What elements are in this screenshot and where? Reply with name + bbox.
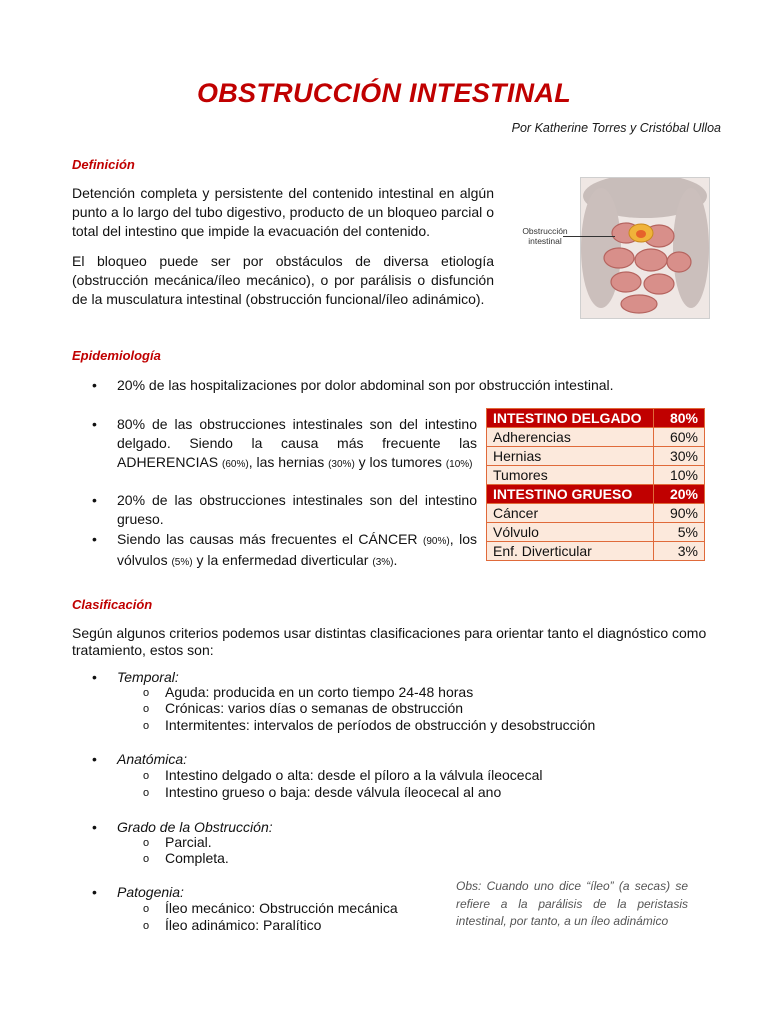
temporal-item: Crónicas: varios días o semanas de obstrucción: [165, 700, 464, 716]
temporal-item: Aguda: producida en un corto tiempo 24-48 horas: [165, 684, 474, 700]
sub-bullet-marker: o: [143, 720, 150, 732]
table-cell-label: INTESTINO DELGADO: [487, 409, 654, 428]
table-cell-label: INTESTINO GRUESO: [487, 485, 654, 504]
temporal-label: Temporal:: [117, 669, 179, 685]
bullet-marker: •: [92, 884, 97, 900]
table-row-header: [487, 409, 705, 428]
definicion-paragraph-1: Detención completa y persistente del contenido intestinal en algún punto a lo largo del tubo digestivo, producto de un bloqueo parcial o total del intestino que impide la evacuación del contenido.: [72, 185, 494, 239]
epidemiologia-bullet-3: 20% de las obstrucciones intestinales son del intestino grueso.: [117, 492, 477, 527]
table-cell-label: Tumores: [487, 466, 654, 485]
author-line: Por Katherine Torres y Cristóbal Ulloa: [511, 121, 721, 135]
section-heading-definicion: Definición: [72, 157, 135, 172]
sub-bullet-marker: o: [143, 837, 150, 849]
intestine-illustration: [580, 177, 710, 319]
table-row-header: [487, 485, 705, 504]
anatomica-item: Intestino grueso o baja: desde válvula íleocecal al ano: [165, 784, 502, 800]
table-cell-value: 80%: [654, 409, 705, 428]
bullet-marker: •: [92, 531, 97, 547]
table-cell-value: 60%: [654, 428, 705, 447]
table-row: [487, 504, 705, 523]
table-row: [487, 447, 705, 466]
observation-note: Obs: Cuando uno dice “íleo” (a secas) se refiere a la parálisis de la peristasis intestinal, por tanto, a un íleo adinámico: [456, 879, 688, 928]
section-heading-clasificacion: Clasificación: [72, 597, 153, 612]
section-heading-epidemiologia: Epidemiología: [72, 348, 161, 363]
sub-bullet-marker: o: [143, 770, 150, 782]
table-cell-label: Adherencias: [487, 428, 654, 447]
epidemiologia-bullet-2: [117, 415, 477, 474]
table-row: [487, 428, 705, 447]
temporal-item: Intermitentes: intervalos de períodos de obstrucción y desobstrucción: [165, 717, 596, 733]
percent-note: (30%): [328, 459, 355, 470]
anatomica-label: Anatómica:: [117, 751, 188, 767]
table-cell-label: Hernias: [487, 447, 654, 466]
bullet-marker: •: [92, 377, 97, 393]
epidemiologia-bullet-1: 20% de las hospitalizaciones por dolor abdominal son por obstrucción intestinal.: [117, 377, 614, 393]
definicion-paragraph-2: El bloqueo puede ser por obstáculos de diversa etiología (obstrucción mecánica/íleo mecánico), o por parálisis o disfunción de la musculatura intestinal (obstrucción funcional/íleo adinámico).: [72, 253, 494, 307]
percent-note: (60%): [222, 459, 249, 470]
percent-note: (3%): [372, 557, 394, 568]
epidemiologia-bullet-4: [117, 530, 477, 572]
bullet-marker: •: [92, 669, 97, 685]
text-run: 80% de las obstrucciones intestinales son del intestino delgado. Siendo la causa más frecuente las ADHERENCIAS: [117, 416, 477, 470]
sub-bullet-marker: o: [143, 903, 150, 915]
text-run: y los tumores: [354, 454, 446, 470]
sub-bullet-marker: o: [143, 687, 150, 699]
table-cell-label: Enf. Diverticular: [487, 542, 654, 561]
sub-bullet-marker: o: [143, 853, 150, 865]
table-cell-value: 90%: [654, 504, 705, 523]
patogenia-item: Íleo adinámico: Paralítico: [165, 917, 322, 933]
figure-label: Obstrucción intestinal: [522, 226, 568, 246]
grado-label: Grado de la Obstrucción:: [117, 819, 273, 835]
figure-pointer-line: [563, 236, 615, 237]
sub-bullet-marker: o: [143, 787, 150, 799]
anatomica-item: Intestino delgado o alta: desde el píloro a la válvula íleocecal: [165, 767, 543, 783]
grado-item: Completa.: [165, 850, 229, 866]
table-cell-value: 3%: [654, 542, 705, 561]
patogenia-item: Íleo mecánico: Obstrucción mecánica: [165, 900, 398, 916]
table-cell-label: Cáncer: [487, 504, 654, 523]
table-cell-label: Vólvulo: [487, 523, 654, 542]
bullet-marker: •: [92, 416, 97, 432]
table-cell-value: 20%: [654, 485, 705, 504]
text-run: .: [393, 552, 398, 568]
table-cell-value: 5%: [654, 523, 705, 542]
grado-item: Parcial.: [165, 834, 212, 850]
percent-note: (90%): [423, 536, 450, 547]
bullet-marker: •: [92, 751, 97, 767]
obstruction-causes-table: [486, 408, 705, 561]
patogenia-label: Patogenia:: [117, 884, 184, 900]
table-cell-value: 10%: [654, 466, 705, 485]
text-run: , los vólvulos: [117, 531, 477, 568]
text-run: , las hernias: [248, 454, 329, 470]
sub-bullet-marker: o: [143, 703, 150, 715]
intestine-drawing: [581, 178, 709, 318]
table-cell-value: 30%: [654, 447, 705, 466]
sub-bullet-marker: o: [143, 920, 150, 932]
text-run: y la enfermedad diverticular: [192, 552, 373, 568]
percent-note: (5%): [171, 557, 193, 568]
table-row: [487, 542, 705, 561]
bullet-marker: •: [92, 492, 97, 508]
bullet-marker: •: [92, 819, 97, 835]
clasificacion-intro: Según algunos criterios podemos usar distintas clasificaciones para orientar tanto el diagnóstico como tratamiento, estos son:: [72, 625, 707, 658]
text-run: Siendo las causas más frecuentes el CÁNCER: [117, 531, 424, 547]
page-title: OBSTRUCCIÓN INTESTINAL: [196, 78, 572, 108]
percent-note: (10%): [445, 459, 473, 470]
table-row: [487, 466, 705, 485]
table-row: [487, 523, 705, 542]
